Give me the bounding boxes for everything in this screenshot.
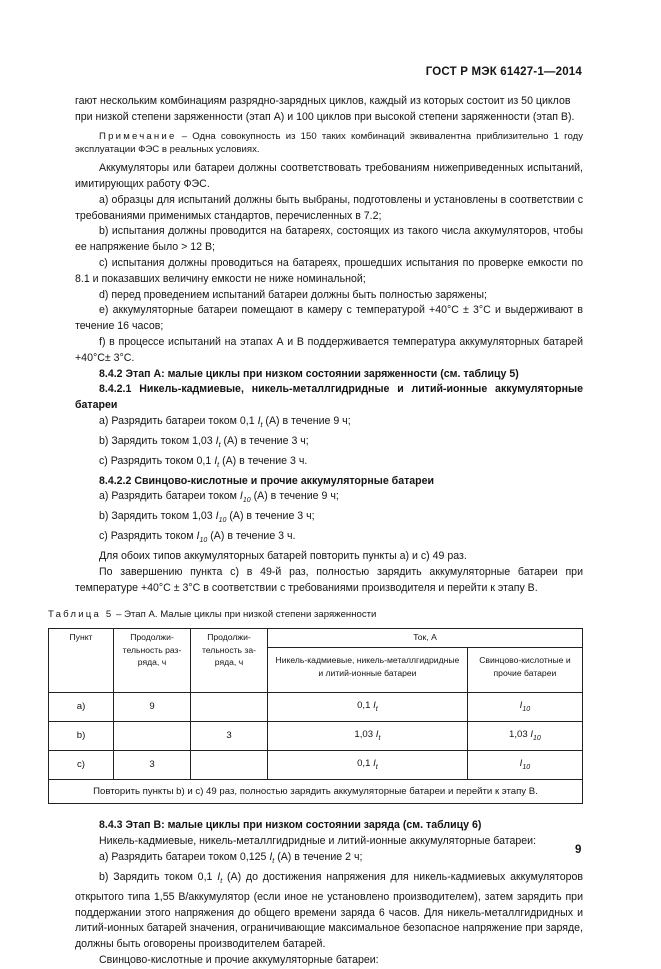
step-c-nicd: c) Разрядить током 0,1 $I_t$ (A) в течение 3 ч. xyxy=(99,454,308,469)
table-row: a) 9 0,1 $I_t$ $I_{10}$ xyxy=(49,693,583,722)
step-a-nicd: a) Разрядить батареи током 0,1 $I_t$ (A) в течение 9 ч; xyxy=(99,414,351,430)
paragraph: Свинцово-кислотные и прочие аккумуляторные батареи: xyxy=(99,953,379,966)
page-number: 9 xyxy=(575,844,582,856)
section-heading-8-4-2-1: 8.4.2.1 Никель-кадмиевые, никель-металлгидридные и литий-ионные аккумуляторные батареи xyxy=(75,383,583,412)
stage-b-step-b: b) Зарядить током 0,1 $I_t$ (A) до достижения напряжения для никель-кадмиевых аккумуляторов открытого типа 1,55 В/аккумулятор (если иное не установлено производителем), затем зарядить при поддержании этого напряжения до общего времени заряда 6 часов. Для никель-металлгидридных и литий-ионных батарей значения, ограничивающие максимальное безопасное напряжение при заряде, должны быть оговорены производителем батарей. xyxy=(75,870,583,951)
list-item-c: c) испытания должны проводиться на батареях, прошедших испытания по проверке емкости по 8.1 и показавших величину емкости не ниже номинальной; xyxy=(75,256,583,285)
symbol-it: $I_t$ xyxy=(214,454,220,469)
symbol-it: $I_t$ xyxy=(257,414,263,430)
symbol-i10: $I_{10}$ xyxy=(196,530,208,545)
symbol-i10: $I_{10}$ xyxy=(519,757,531,771)
paragraph: Никель-кадмиевые, никель-металлгидридные и литий-ионные аккумуляторные батареи: xyxy=(99,835,537,848)
step-a-lead: a) Разрядить батареи током $I_{10}$ (A) в течение 9 ч; xyxy=(99,490,339,505)
note xyxy=(75,130,583,158)
section-heading-8-4-2-2: 8.4.2.2 Свинцово-кислотные и прочие аккумуляторные батареи xyxy=(99,474,435,487)
symbol-it: $I_t$ xyxy=(217,870,223,885)
symbol-it: $I_t$ xyxy=(269,850,275,866)
col-header-discharge: Продолжительность разряда, ч xyxy=(114,629,191,693)
col-header-nicd: Никель-кадмиевые, никель-металлгидридные и литий-ионные батареи xyxy=(268,648,468,693)
col-header-lead: Свинцово-кислотные и прочие батареи xyxy=(467,648,582,693)
col-header-current: Ток, А xyxy=(268,629,583,648)
table-5 xyxy=(48,628,583,804)
symbol-i10: $I_{10}$ xyxy=(239,490,251,505)
note-text: – Одна совокупность из 150 таких комбинаций эквивалентна приблизительно 1 году эксплуатации ФЭС в реальных условиях. xyxy=(75,130,583,156)
list-item-f: f) в процессе испытаний на этапах А и В поддерживается температура аккумуляторных батарей +40°С± 3°С. xyxy=(75,335,583,364)
step-b-lead: b) Зарядить током 1,03 $I_{10}$ (A) в течение 3 ч; xyxy=(99,510,315,525)
col-header-charge: Продолжительность заряда, ч xyxy=(191,629,268,693)
document-header-id: ГОСТ Р МЭК 61427-1—2014 xyxy=(425,66,582,78)
intro-line-2: при низкой степени заряженности (этап А) и 100 циклов при высокой степени заряженности (этап В). xyxy=(75,110,575,123)
intro-line-1: гают нескольким комбинациям разрядно-зарядных циклов, каждый из которых состоит из 50 циклов xyxy=(75,95,571,107)
table-row: b) 3 1,03 $I_t$ 1,03 $I_{10}$ xyxy=(49,722,583,751)
page-body xyxy=(48,94,583,969)
symbol-it: $I_t$ xyxy=(373,757,378,771)
symbol-i10: $I_{10}$ xyxy=(530,728,541,742)
table-caption: Таблица 5 – Этап А. Малые циклы при низкой степени заряженности xyxy=(48,608,377,620)
symbol-it: $I_t$ xyxy=(373,699,378,713)
list-item-e: e) аккумуляторные батареи помещают в камеру с температурой +40°С ± 3°С и выдерживают в течение 16 часов; xyxy=(75,304,583,333)
step-b-nicd: b) Зарядить током 1,03 $I_t$ (A) в течение 3 ч; xyxy=(99,434,309,449)
col-header-item: Пункт xyxy=(49,629,114,693)
list-item-a: a) образцы для испытаний должны быть выбраны, подготовлены и установлены в соответствии с требованиями применимых стандартов, перечисленных в 7.2; xyxy=(75,193,583,222)
table-row: c) 3 0,1 $I_t$ $I_{10}$ xyxy=(49,751,583,780)
paragraph: Аккумуляторы или батареи должны соответствовать требованиям нижеприведенных испытаний, имитирующих работу ФЭС. xyxy=(75,162,583,190)
table-footer-row: Повторить пункты b) и c) 49 раз, полностью зарядить аккумуляторные батареи и перейти к этапу В. xyxy=(49,780,583,804)
step-c-lead: c) Разрядить током $I_{10}$ (A) в течение 3 ч. xyxy=(99,530,296,545)
symbol-i10: $I_{10}$ xyxy=(215,510,227,525)
section-heading-8-4-2: 8.4.2 Этап А: малые циклы при низком состоянии заряженности (см. таблицу 5) xyxy=(99,367,519,380)
repeat-instruction: Для обоих типов аккумуляторных батарей повторить пункты a) и c) 49 раз. xyxy=(99,550,467,563)
list-item-b: b) испытания должны проводится на батареях, состоящих из такого числа аккумуляторов, чтобы ее напряжение было > 12 В; xyxy=(75,225,583,254)
after-instruction: По завершению пункта c) в 49-й раз, полностью зарядить аккумуляторные батареи при температуре +40°С ± 3°С в соответствии с требованиями производителя и перейти к этапу В. xyxy=(75,565,583,594)
list-item-d: d) перед проведением испытаний батареи должны быть полностью заряжены; xyxy=(99,288,487,301)
symbol-it: $I_t$ xyxy=(375,728,381,742)
section-heading-8-4-3: 8.4.3 Этап В: малые циклы при низком состоянии заряда (см. таблицу 6) xyxy=(99,819,482,832)
symbol-i10: $I_{10}$ xyxy=(519,699,531,713)
symbol-it: $I_t$ xyxy=(215,434,221,449)
stage-b-step-a: a) Разрядить батареи током 0,125 $I_t$ (A) в течение 2 ч; xyxy=(99,850,363,866)
note-label: Примечание xyxy=(99,130,177,142)
